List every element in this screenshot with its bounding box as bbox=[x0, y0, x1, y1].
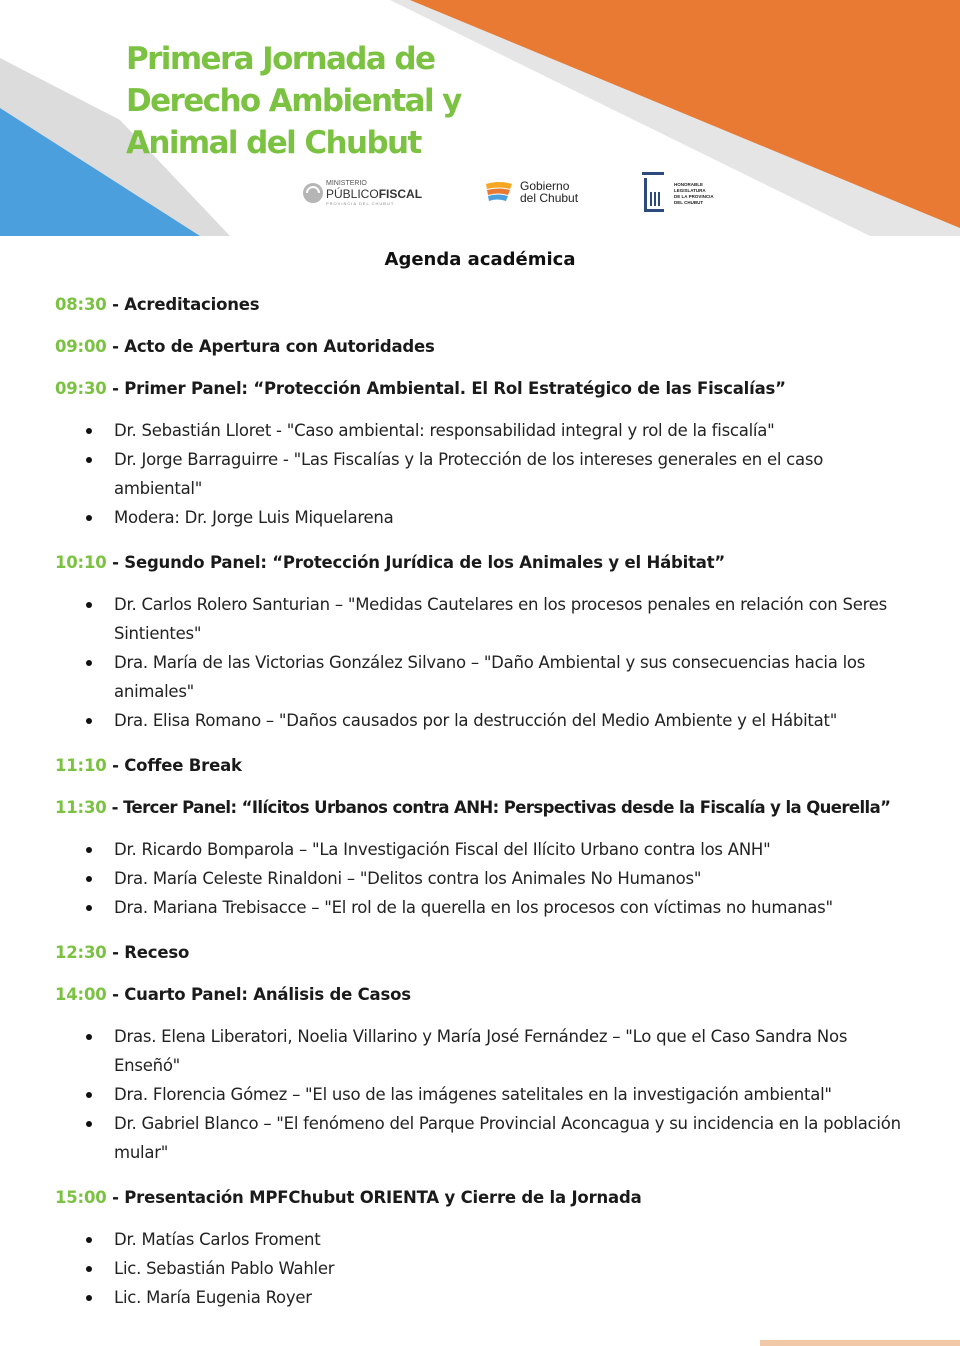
session-0830: 08:30 - Acreditaciones bbox=[55, 295, 260, 314]
list-item: Lic. Sebastián Pablo Wahler bbox=[114, 1254, 908, 1283]
session-1230: 12:30 - Receso bbox=[55, 943, 190, 962]
legislatura-emblem-icon bbox=[640, 172, 666, 216]
mpf-main-text: PÚBLICOFISCAL bbox=[326, 187, 423, 201]
list-item: Dra. Florencia Gómez – "El uso de las imágenes satelitales en la investigación ambiental" bbox=[114, 1080, 908, 1109]
title-line-3: Animal del Chubut bbox=[126, 125, 421, 161]
session-1500-speakers bbox=[0, 1225, 960, 1312]
mpf-small-text: MINISTERIO bbox=[326, 180, 367, 187]
session-0930-speakers bbox=[0, 416, 960, 532]
list-item: Dr. Matías Carlos Froment bbox=[114, 1225, 908, 1254]
list-item: Dra. Mariana Trebisacce – "El rol de la querella en los procesos con víctimas no humanas" bbox=[114, 893, 908, 922]
list-item: Dra. Elisa Romano – "Daños causados por la destrucción del Medio Ambiente y el Hábitat" bbox=[114, 706, 908, 735]
list-item: Dra. María Celeste Rinaldoni – "Delitos contra los Animales No Humanos" bbox=[114, 864, 908, 893]
session-1500: 15:00 - Presentación MPFChubut ORIENTA y Cierre de la Jornada bbox=[55, 1188, 642, 1207]
gobierno-flag-icon bbox=[484, 180, 514, 204]
agenda-heading: Agenda académica bbox=[384, 249, 576, 270]
mpf-emblem-icon bbox=[302, 181, 324, 205]
legislatura-chubut-logo bbox=[640, 172, 724, 216]
agenda-section bbox=[0, 244, 960, 1332]
session-1010-speakers bbox=[0, 590, 960, 735]
header-banner bbox=[0, 0, 960, 236]
session-1130-speakers bbox=[0, 835, 960, 922]
legislatura-text: HONORABLE LEGISLATURA DE LA PROVINCIA DEL CHUBUT bbox=[674, 182, 714, 205]
title-line-1: Primera Jornada de bbox=[126, 41, 435, 77]
list-item: Dr. Ricardo Bomparola – "La Investigación Fiscal del Ilícito Urbano contra los ANH" bbox=[114, 835, 908, 864]
list-item: Dras. Elena Liberatori, Noelia Villarino y María José Fernández – "Lo que el Caso Sandra Nos Enseñó" bbox=[114, 1022, 908, 1080]
gobierno-chubut-logo bbox=[484, 180, 578, 204]
list-item: Modera: Dr. Jorge Luis Miquelarena bbox=[114, 503, 908, 532]
title-line-2: Derecho Ambiental y bbox=[126, 83, 461, 119]
list-item: Dr. Carlos Rolero Santurian – "Medidas Cautelares en los procesos penales en relación con Seres Sintientes" bbox=[114, 590, 908, 648]
event-title bbox=[126, 38, 461, 164]
gobierno-text: Gobierno del Chubut bbox=[520, 179, 579, 205]
session-1400: 14:00 - Cuarto Panel: Análisis de Casos bbox=[55, 985, 411, 1004]
session-1130: 11:30 - Tercer Panel: “Ilícitos Urbanos contra ANH: Perspectivas desde la Fiscalía y la Querella” bbox=[55, 798, 891, 817]
session-1400-speakers bbox=[0, 1022, 960, 1167]
list-item: Dr. Gabriel Blanco – "El fenómeno del Parque Provincial Aconcagua y su incidencia en la población mular" bbox=[114, 1109, 908, 1167]
session-0900: 09:00 - Acto de Apertura con Autoridades bbox=[55, 337, 435, 356]
list-item: Dr. Jorge Barraguirre - "Las Fiscalías y la Protección de los intereses generales en el caso ambiental" bbox=[114, 445, 908, 503]
session-0930: 09:30 - Primer Panel: “Protección Ambiental. El Rol Estratégico de las Fiscalías” bbox=[55, 379, 786, 398]
list-item: Dra. María de las Victorias González Silvano – "Daño Ambiental y sus consecuencias hacia los animales" bbox=[114, 648, 908, 706]
list-item: Lic. María Eugenia Royer bbox=[114, 1283, 908, 1312]
ministerio-publico-fiscal-logo bbox=[302, 180, 422, 206]
session-1010: 10:10 - Segundo Panel: “Protección Jurídica de los Animales y el Hábitat” bbox=[55, 553, 726, 572]
mpf-sub-text: PROVINCIA DEL CHUBUT bbox=[326, 201, 395, 206]
session-1110: 11:10 - Coffee Break bbox=[55, 756, 242, 775]
list-item: Dr. Sebastián Lloret - "Caso ambiental: responsabilidad integral y rol de la fiscalía" bbox=[114, 416, 908, 445]
bottom-accent-strip bbox=[760, 1340, 960, 1346]
